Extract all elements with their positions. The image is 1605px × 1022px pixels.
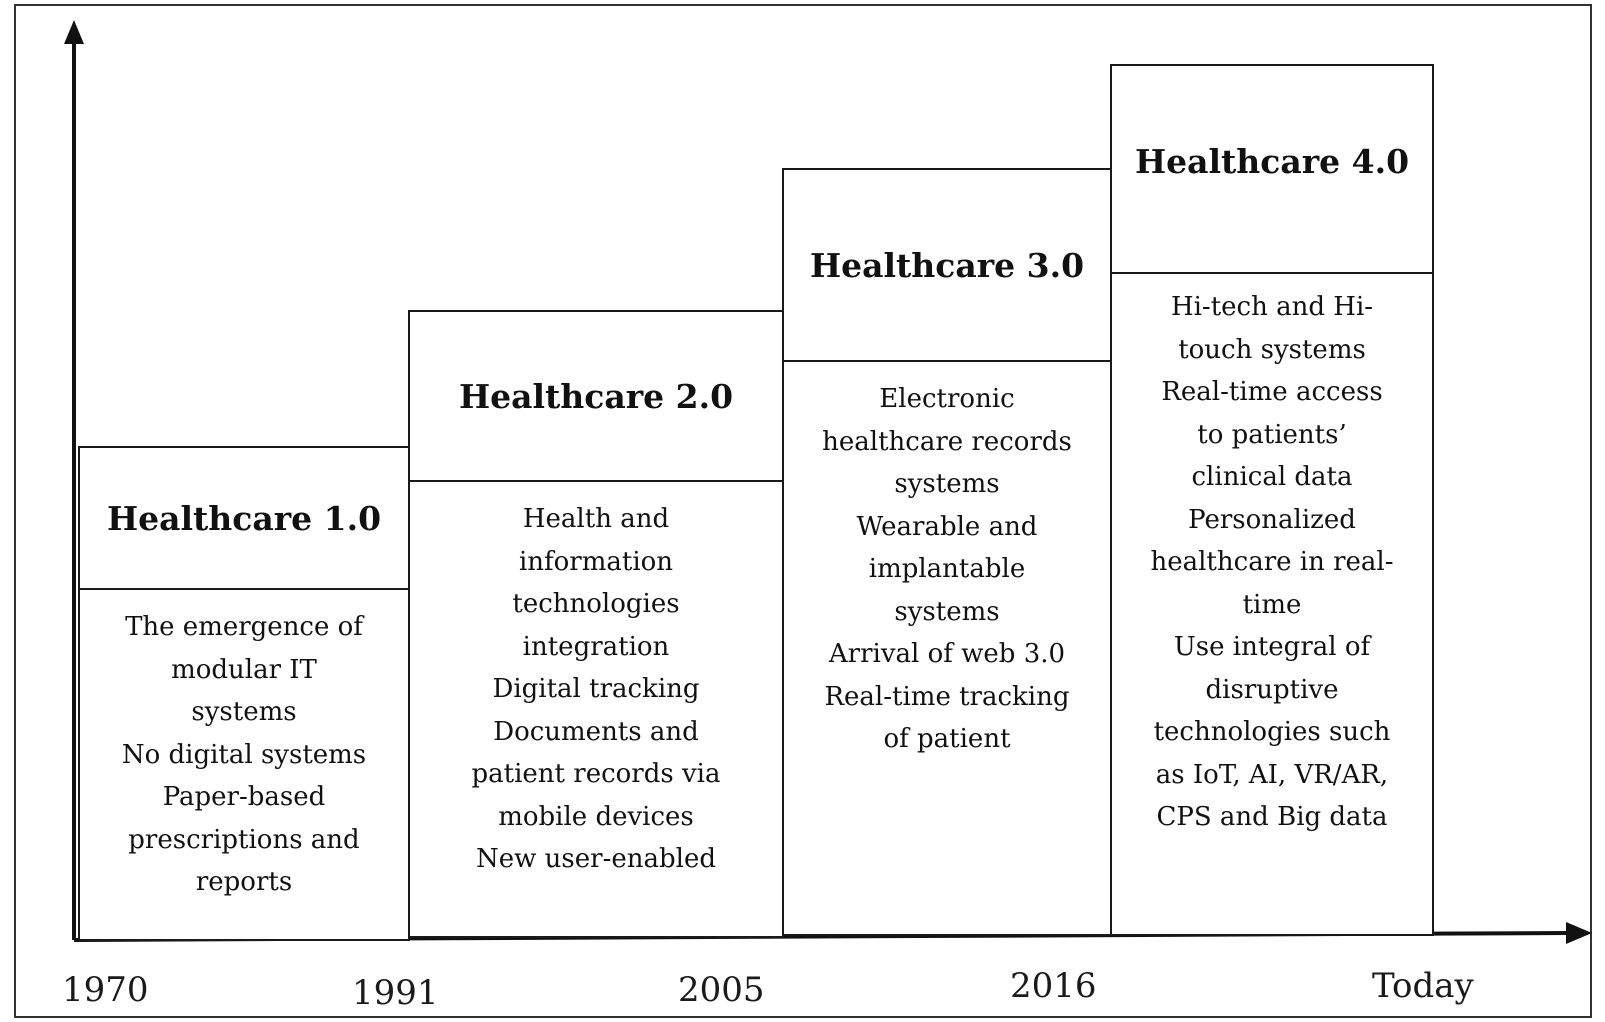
timeline-label-1991: 1991 [352, 973, 439, 1013]
y-axis-arrow [64, 20, 84, 44]
description-line: patient records via [471, 759, 721, 789]
description-line: New user-enabled [476, 844, 716, 874]
era-title-healthcare-1 [80, 448, 408, 590]
era-healthcare-4 [1110, 64, 1434, 936]
description-line: The emergence of [125, 612, 363, 642]
era-description [410, 480, 782, 936]
description-line: Use integral of [1173, 632, 1371, 662]
era-healthcare-2 [408, 310, 784, 938]
description-line: No digital systems [121, 739, 367, 770]
description-line: Personalized [1188, 504, 1356, 535]
description-line: Paper-based [162, 782, 326, 812]
era-healthcare-3 [782, 168, 1112, 936]
description-line: Real-time access [1161, 377, 1383, 407]
description-line: information [518, 546, 674, 577]
description-line: time [1242, 589, 1302, 620]
description-line: technologies [512, 589, 680, 619]
description-line: systems [894, 469, 1000, 499]
era-title-healthcare-4 [1112, 66, 1432, 274]
description-line: Arrival of web 3.0 [828, 639, 1066, 669]
era-title-text: Healthcare 3.0 [809, 245, 1085, 285]
description-line: systems [894, 596, 1000, 627]
description-line: healthcare records [822, 426, 1072, 457]
era-description [784, 360, 1110, 934]
era-description [1112, 272, 1432, 934]
timeline-label-1970: 1970 [62, 970, 149, 1010]
description-line: disruptive [1205, 674, 1339, 705]
description-line: healthcare in real- [1150, 547, 1394, 577]
description-line: as IoT, AI, VR/AR, [1155, 759, 1389, 790]
description-line: modular IT [171, 654, 317, 685]
description-line: touch systems [1178, 334, 1366, 365]
era-title-text: Healthcare 4.0 [1134, 141, 1410, 181]
era-description [80, 588, 408, 939]
description-line: integration [522, 631, 670, 662]
description-line: Digital tracking [492, 674, 700, 704]
description-line: Hi-tech and Hi- [1170, 292, 1374, 322]
description-line: mobile devices [498, 801, 694, 832]
era-title-text: Healthcare 2.0 [458, 376, 734, 416]
description-line: Electronic [879, 384, 1015, 414]
description-line: systems [191, 697, 297, 727]
description-line: implantable [868, 554, 1026, 584]
description-line: Real-time tracking [824, 681, 1070, 712]
description-line: technologies such [1153, 717, 1391, 747]
description-line: reports [195, 867, 293, 897]
description-line: CPS and Big data [1156, 802, 1388, 832]
era-title-healthcare-2 [410, 312, 782, 482]
description-line: Health and [522, 504, 670, 534]
description-line: Documents and [493, 716, 699, 747]
era-title-healthcare-3 [784, 170, 1110, 362]
x-axis-arrow [1566, 922, 1592, 944]
timeline-label-2016: 2016 [1010, 966, 1097, 1006]
era-healthcare-1 [78, 446, 410, 941]
description-line: of patient [883, 724, 1011, 754]
era-title-text: Healthcare 1.0 [106, 498, 382, 538]
timeline-label-2005: 2005 [678, 970, 765, 1010]
description-line: to patients’ [1197, 419, 1347, 450]
description-line: prescriptions and [128, 824, 360, 855]
description-line: Wearable and [856, 511, 1038, 542]
timeline-label-today: Today [1372, 966, 1474, 1006]
description-line: clinical data [1191, 462, 1353, 492]
